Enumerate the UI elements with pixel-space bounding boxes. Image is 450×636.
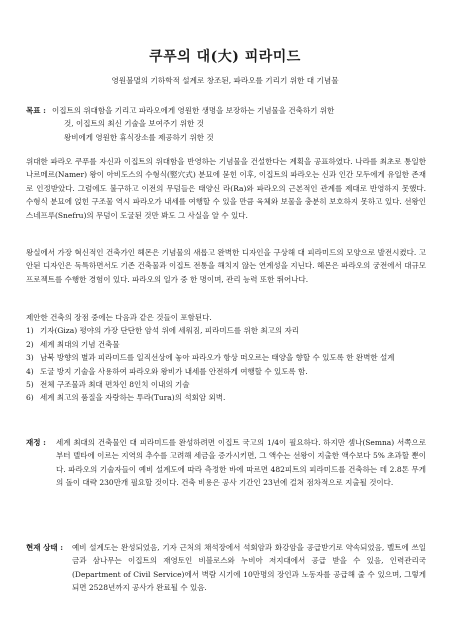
- goal-label: 목표 :: [26, 106, 46, 115]
- list-item-text: 남북 방향의 별과 피라미드를 일직선상에 놓아 파라오가 항상 떠오르는 태양을 향할 수 있도록 한 완벽한 설계: [40, 353, 395, 363]
- list-item-number: 3): [26, 353, 34, 363]
- list-item-number: 6): [26, 393, 34, 403]
- goal-text-3: 왕비에게 영원한 휴식장소를 제공하기 위한 것: [64, 132, 214, 142]
- status-text: 예비 설계도는 완성되었음, 기자 근처의 채석장에서 석회암과 화강암을 공급받기로 약속되었음, 벨트에 쓰일 금과 삼나무는 이집트의 재영토인 비블로스와 누비아 저지대에서 공급 받을 수 있음, 인력관리국(Department of Civil Service)에서 벽람 시기에 10만명의 장인과 노동자를 공급해 줄 수 있으며, 그렇게 되면 2528년까지 공사가 완료될 수 있음.: [72, 543, 426, 593]
- list-item-number: 2): [26, 339, 34, 349]
- list-item: [26, 391, 426, 404]
- list-item-text: 도굴 방지 기술을 사용하여 파라오와 왕비가 내세를 안전하게 여행할 수 있도록 함.: [40, 366, 308, 376]
- document-title: 쿠푸의 대(大) 피라미드: [149, 49, 301, 65]
- list-item-text: 세계 최대의 기념 건축물: [40, 339, 120, 349]
- list-item-number: 4): [26, 366, 34, 376]
- finance-row: [26, 436, 426, 490]
- goal-line-1: [26, 104, 426, 117]
- goal-text-1: 이집트의 위대함을 기리고 파라오에게 영원한 생명을 보장하는 기념물을 건축하기 위한: [52, 106, 335, 115]
- list-item-text: 전체 구조물과 최대 편차인 8인치 이내의 기술: [40, 380, 190, 390]
- advantages-section: [26, 311, 426, 405]
- list-item: [26, 365, 426, 378]
- list-item-text: 기자(Giza) 평야의 가장 단단한 암석 위에 세워짐, 피라미드를 위한 최고의 자리: [40, 326, 299, 336]
- document-subtitle: 영원불멸의 기하학적 설계로 창조된, 파라오를 기리기 위한 대 기념물: [111, 76, 339, 85]
- list-item: [26, 338, 426, 351]
- status-section: [26, 541, 426, 595]
- list-item: [26, 324, 426, 337]
- list-item: [26, 351, 426, 364]
- paragraph-background: 위대한 파라오 쿠푸를 자신과 이집트의 위대함을 반영하는 기념물을 건설한다는 계획을 공표하였다. 나라를 최초로 통일한 나르메르(Namer) 왕이 아비도스의 수형식(竪穴式) 분묘에 묻힌 이후, 이집트의 파라오는 신과 인간 모두에게 유일한 존재로 인정받았다. 그럼에도 불구하고 이전의 무덤들은 태양신 라(Ra)와 파라오의 근본적인 관계를 제대로 반영하지 못했다. 수형식 분묘에 얹힌 구조물 역시 파라오가 내세를 여행할 수 있을 만큼 육체와 보물을 충분히 보호하지 못하고 있다. 선왕인 스네프루(Snefru)의 무덤이 도굴된 것만 봐도 그 사실을 알 수 있다.: [26, 157, 426, 220]
- finance-label: 재정 :: [26, 438, 46, 447]
- advantages-intro: 제안한 건축의 장점 중에는 다음과 같은 것들이 포함된다.: [26, 313, 212, 322]
- paragraph-design: 왕실에서 가장 혁신적인 건축가인 헤몬은 기념물의 새롭고 완벽한 디자인을 구상해 대 피라미드의 모양으로 발전시켰다. 고안된 디자인은 독특하면서도 기존 건축물과 이집트 전통을 해치지 않는 연계성을 지닌다. 헤몬은 파라오의 궁전에서 대규모 프로젝트를 수행한 경험이 있다. 파라오의 일가 중 한 명이며, 관리 능력 또한 뛰어나다.: [26, 248, 426, 284]
- goal-section: [26, 104, 426, 144]
- list-item-number: 5): [26, 380, 34, 390]
- finance-text: 세계 최대의 건축물인 대 피라미드를 완성하려면 이집트 국고의 1/4이 필요하다. 하지만 셈나(Semna) 서쪽으로부터 델타에 이르는 지역의 추수를 고려해 세금을 증가시키면, 그 액수는 선왕이 지출한 액수보다 5% 초과할 뿐이다. 파라오의 기술자들이 예비 설계도에 따라 측정한 바에 따르면 482피트의 피라미드를 건축하는 데 2.8톤 무게의 돌이 대략 230만개 필요할 것이다. 건축 비용은 공사 기간인 23년에 걸쳐 점차적으로 지출될 것이다.: [56, 438, 426, 488]
- status-row: [26, 541, 426, 595]
- goal-text-2: 것, 이집트의 최신 기술을 보여주기 위한 것: [64, 119, 204, 129]
- status-label: 현재 상태 :: [26, 543, 63, 552]
- list-item-number: 1): [26, 326, 34, 336]
- advantages-list: [26, 324, 426, 404]
- list-item: [26, 378, 426, 391]
- finance-section: [26, 436, 426, 490]
- list-item-text: 세계 최고의 품질을 자랑하는 투라(Tura)의 석회암 외벽.: [40, 393, 226, 403]
